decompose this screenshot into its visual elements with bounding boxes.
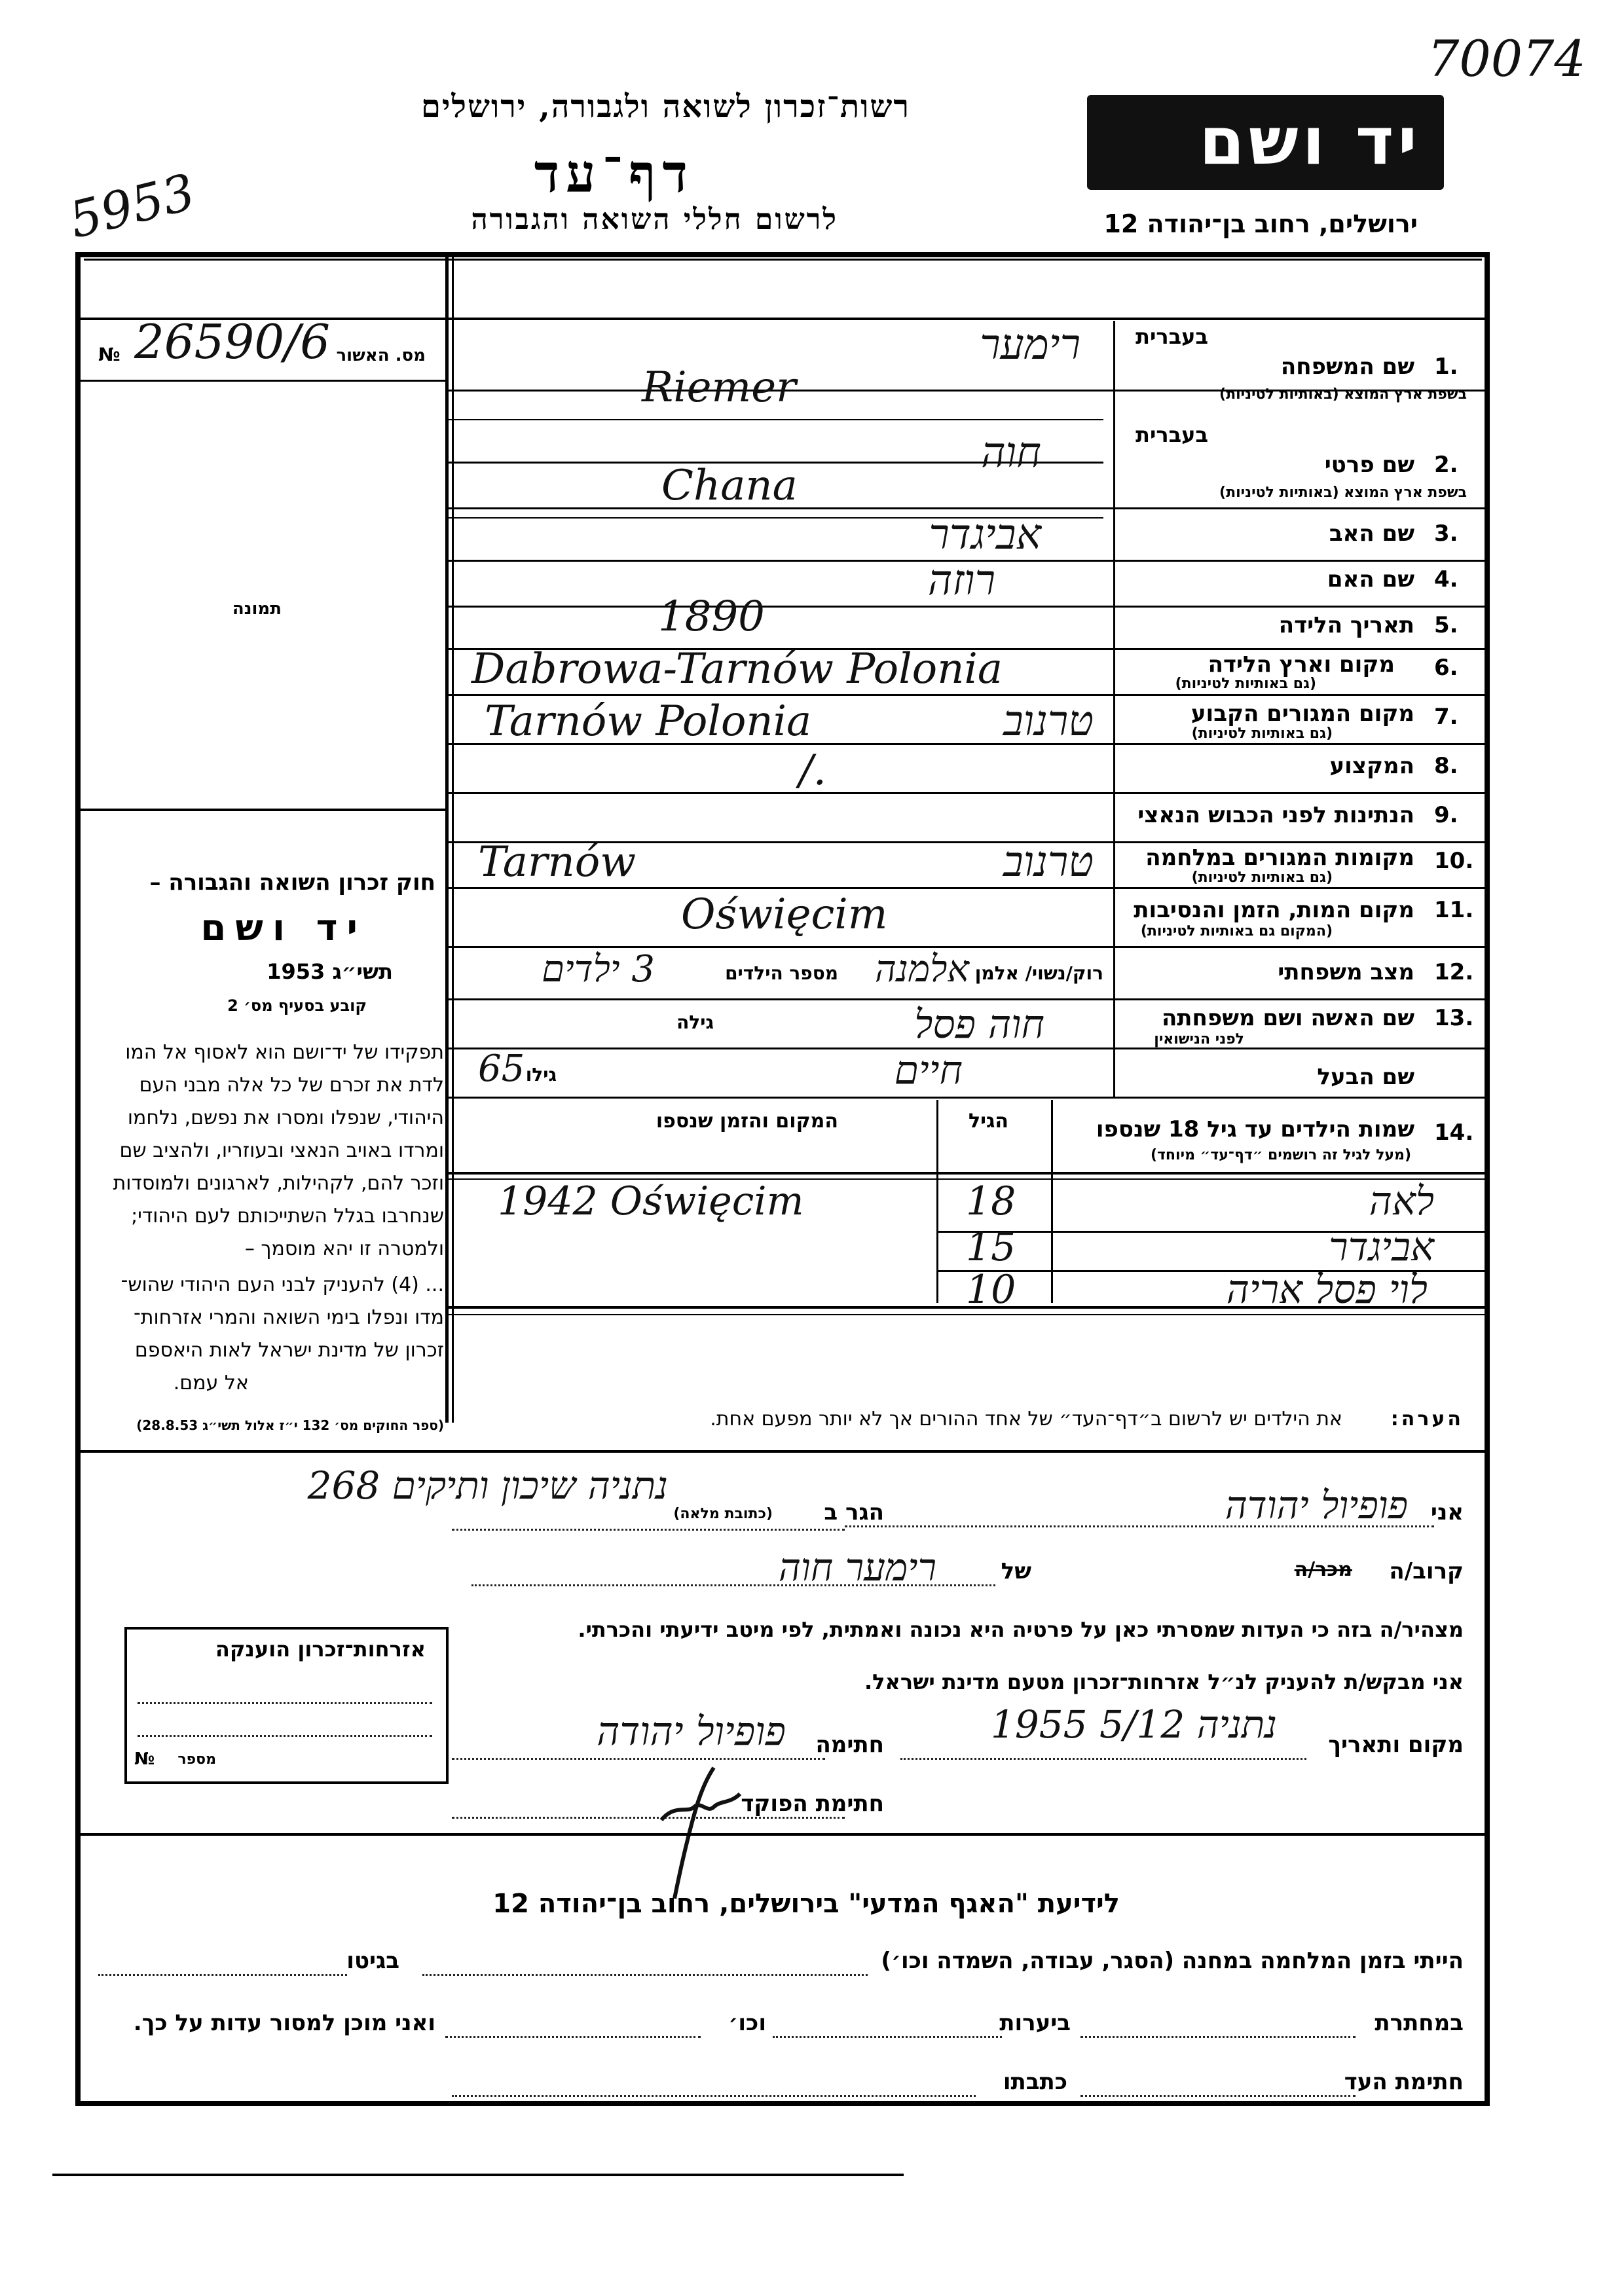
underground-label: במחתרת [1375,2010,1464,2036]
archive-number: 70074 [1428,29,1586,88]
field-11-note: (המקום גם באותיות לטיניות) [1140,923,1333,939]
field-7-value: Tarnów Polonia [485,697,812,746]
file-number: 5953 [64,162,201,250]
field-6-number: 6. [1434,655,1458,681]
col-age-header: הגיל [969,1110,1008,1133]
field-3-label: שם האב [1329,520,1414,547]
officer-signature-mark [616,1741,760,1905]
husband-age: 65 [478,1048,525,1090]
signature-label: חתימה [815,1732,884,1758]
child-2-name: אביגדר [1329,1224,1434,1270]
field-12-kids-label: מספר הילדים [725,962,838,984]
field-4-number: 4. [1434,566,1458,592]
law-body-2: היהודי, שנפלו ומסרו את נפשם, נלחמו [127,1106,444,1129]
law-body-0: תפקידו של יד־ושם הוא לאסוף אל המו [125,1041,444,1064]
field-2-number: 2. [1434,452,1458,478]
field-5-value: 1890 [658,592,765,641]
ani-label: אני [1430,1499,1464,1525]
field-2-label: שם פרטי [1324,452,1414,478]
children-note: (מעל לגיל זה רושמים ״דף־עד״ מיוחד) [1150,1147,1411,1163]
field-11-label: מקום המות, הזמן והנסיבות [1134,897,1414,923]
field-10-label: מקומות המגורים במלחמה [1145,845,1414,871]
children-label: שמות הילדים עד גיל 18 שנספו [1096,1116,1414,1142]
law-source: (ספר החוקים מס׳ 132 י״ז אלול תשי״ג 28.8.53) [136,1417,444,1433]
field-2-note: בשפת ארץ המוצא (באותיות לטיניות) [1219,484,1467,501]
law-body-6: ולמטרה זו יהא מוסמך – [244,1237,444,1260]
field-7-hebrew: טרנוב [1003,697,1094,746]
field-2-hebrew: חוה [981,429,1041,477]
husband-label: שם הבעל [1317,1064,1414,1090]
field-7-number: 7. [1434,704,1458,730]
photo-label: תמונה [232,599,282,619]
field-1-tag: בעברית [1135,324,1208,349]
field-13-value: חוה פסל [914,1002,1044,1048]
husband-age-label: גילו [525,1064,557,1085]
declarant-name: פופיול יהודה [1225,1483,1408,1527]
authority-line: רשות־זכרון לשואה ולגבורה, ירושלים [420,88,910,125]
field-8-number: 8. [1434,753,1458,779]
of-label: של [1001,1558,1031,1584]
field-1-hebrew: רימער [980,321,1080,369]
place-date-label: מקום ותאריך [1328,1732,1464,1758]
law-year: תשי״ג 1953 [267,959,393,984]
law-body-7: ... (4) להעניק לבני העם היהודי שהוש־ [120,1273,444,1296]
declarant-address: נתניה שיכון ותיקים 268 [307,1463,668,1508]
field-9-label: הנתינות לפני הכבוש הנאצי [1137,802,1414,828]
form-subtitle: לרשום חללי השואה והגבורה [471,203,838,236]
law-body-10: אל עמם. [173,1372,249,1394]
field-10-number: 10. [1434,848,1474,874]
field-5-number: 5. [1434,612,1458,638]
witness-address-label: כתבתו [1003,2069,1067,2095]
field-2-tag: בעברית [1135,422,1208,447]
field-8-value: /. [799,746,826,795]
remark-label: הערה: [1390,1408,1464,1430]
field-14-number: 14. [1434,1120,1474,1146]
relative-label: קרוב/ה [1389,1558,1464,1584]
remark-text: את הילדים יש לרשום ב״דף־העד״ של אחד ההורים אך לא יותר מפעם אחת. [710,1408,1342,1430]
child-1-name: לאה [1369,1178,1434,1224]
field-10-value: Tarnów [478,838,636,886]
field-10-note: (גם באותיות לטיניות) [1191,869,1333,886]
field-11-number: 11. [1434,897,1474,923]
field-11-value: Oświęcim [681,890,888,939]
field-12-kids: 3 ילדים [542,948,655,991]
resides-label: הגר ב [824,1499,884,1525]
request-text: אני מבקש/ת להעניק לנ״ל אזרחות־זכרון מטעם מדינת ישראל. [864,1669,1464,1694]
law-body-5: שנחרבו בגלל השתייכותם לעם היהודי; [131,1205,444,1228]
citizenship-number-label: מספר [177,1751,216,1768]
approval-mark: № [98,344,120,365]
citizenship-mark: № [134,1749,155,1769]
child-2-age: 15 [966,1224,1016,1270]
etc-label: וכו׳ [728,2010,766,2036]
field-8-label: המקצוע [1329,753,1414,779]
law-body-4: וזכר להם, לקהילות, לארגונים ולמוסדות [113,1172,444,1195]
field-3-value: אביגדר [929,511,1041,559]
forest-label: ביערות [999,2010,1071,2036]
field-1-latin: Riemer [642,363,796,412]
place-date-value: נתניה 5/12 1955 [990,1702,1277,1747]
law-body-3: ומרדו באויב הנאצי ובעוזריו, ולהציב שם [119,1139,444,1162]
law-body-1: לדת את זכרם של כל אלה מבני העם [139,1074,444,1097]
relative-of-name: רימער חוה [779,1545,936,1590]
child-1-place: 1942 Oświęcim [498,1178,804,1224]
address-header: ירושלים, רחוב בן־יהודה 12 [1103,210,1418,238]
witness-signature-label: חתימת העד [1344,2069,1464,2095]
field-12-options: רוק/נשוי/ אלמן [974,962,1103,984]
child-1-age: 18 [966,1178,1016,1224]
declaration-text: מצהיר/ה בזה כי העדות שמסרתי כאן על פרטיה היא נכונה ואמתית, לפי מיטב ידיעתי והכרתי. [578,1617,1464,1642]
law-body-9: זכרון של מדינת ישראל לאות היאספם [134,1339,444,1362]
husband-name: חיים [894,1048,963,1093]
field-12-number: 12. [1434,959,1474,985]
citizenship-title: אזרחות־זכרון הוענקה [215,1637,426,1662]
law-body-8: מדו ונפלו בימי השואה והמרי אזרחות־ [133,1306,444,1329]
field-3-number: 3. [1434,520,1458,547]
col-place-header: המקום והזמן שנספו [655,1110,838,1133]
field-4-value: רוזה [927,556,995,605]
field-13-number: 13. [1434,1005,1474,1031]
field-12-label: מצב משפחתי [1278,959,1414,985]
approval-number: 26590/6 [134,314,331,369]
field-13-label: שם האשה ושם משפחתה [1161,1005,1414,1031]
field-7-note: (גם באותיות לטיניות) [1191,725,1333,742]
field-6-note: (גם באותיות לטיניות) [1175,676,1316,692]
child-3-age: 10 [966,1267,1016,1313]
field-4-label: שם האם [1327,566,1414,592]
law-name: יד ושם [200,907,367,949]
field-9-number: 9. [1434,802,1458,828]
officer-signature-label: חתימת הפוקד [741,1791,884,1817]
field-13-age-label: גילה [676,1011,714,1033]
field-7-label: מקום המגורים הקבוע [1190,701,1414,727]
ghetto-label: בגיטו [346,1948,399,1974]
field-1-number: 1. [1434,354,1458,380]
form-title: דף־עד [534,143,694,204]
field-6-value: Dabrowa-Tarnów Polonia [471,645,1003,693]
field-6-label: מקום וארץ הלידה [1208,651,1395,678]
declarant-signature: פופיול יהודה [597,1709,786,1755]
field-12-status: אלמנה [874,948,969,991]
law-title: חוק זכרון השואה והגבורה – [149,869,435,896]
field-10-hebrew: טרנוב [1003,838,1094,886]
address-hint: (כתובת מלאה) [673,1506,773,1522]
law-clause: קובע בסעיף מס׳ 2 [227,996,367,1015]
field-5-label: תאריך הלידה [1278,612,1414,638]
child-3-name: לוי פסל אריה [1226,1267,1428,1313]
yad-vashem-logo: יד ושם [1087,95,1444,190]
field-1-label: שם המשפחה [1280,354,1414,380]
approval-label: מס. האשור [336,346,426,365]
bottom-line1: הייתי בזמן המלחמה במחנה (הסגר, עבודה, השמדה וכו׳) [881,1948,1464,1974]
field-2-latin: Chana [661,462,798,510]
field-13-note: לפני הנישואין [1154,1031,1244,1048]
ready-text: ואני מוכן למסור עדות על כך. [133,2010,435,2036]
field-1-note: בשפת ארץ המוצא (באותיות לטיניות) [1219,386,1467,403]
bottom-title: לידיעת "האגף המדעי" בירושלים, רחוב בן־יהודה 12 [492,1889,1120,1919]
relation-struck: מכר/ה [1294,1558,1352,1581]
